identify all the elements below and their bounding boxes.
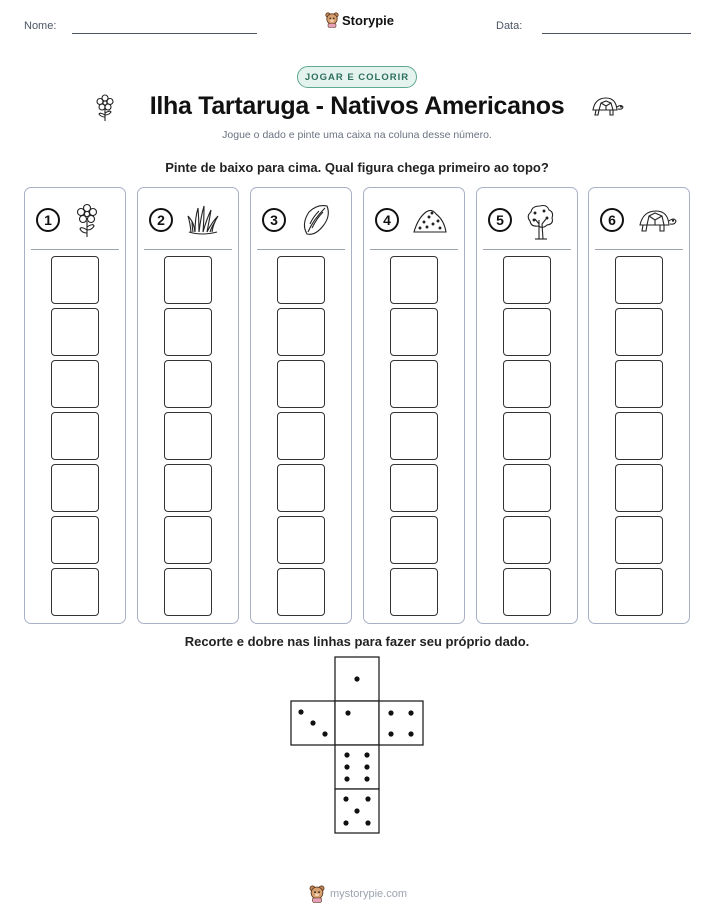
column-header [138, 202, 238, 238]
color-box[interactable] [503, 360, 551, 408]
column-6 [588, 187, 690, 624]
column-header [477, 202, 577, 238]
column-divider [370, 249, 458, 250]
column-2 [137, 187, 239, 624]
column-divider [31, 249, 119, 250]
color-box[interactable] [51, 516, 99, 564]
color-box[interactable] [277, 412, 325, 460]
die-pip [298, 709, 303, 714]
color-box[interactable] [277, 360, 325, 408]
die-pip [364, 776, 369, 781]
color-box[interactable] [164, 516, 212, 564]
column-number: 2 [149, 208, 173, 232]
turtle-icon [637, 206, 677, 236]
color-box[interactable] [615, 464, 663, 512]
die-net [290, 656, 426, 836]
seed-icon [299, 202, 333, 238]
color-box[interactable] [164, 464, 212, 512]
color-box[interactable] [390, 412, 438, 460]
die-pip [343, 820, 348, 825]
color-box[interactable] [390, 464, 438, 512]
column-number: 3 [262, 208, 286, 232]
color-box[interactable] [503, 516, 551, 564]
color-box[interactable] [164, 568, 212, 616]
name-label: Nome: [24, 20, 57, 32]
die-face-lower [335, 745, 379, 789]
color-box[interactable] [164, 308, 212, 356]
die-pip [310, 720, 315, 725]
die-pip [408, 731, 413, 736]
turtle-icon [590, 95, 624, 117]
color-box[interactable] [615, 568, 663, 616]
die-pip [388, 731, 393, 736]
color-box[interactable] [390, 360, 438, 408]
activity-tag: JOGAR E COLORIR [297, 66, 417, 88]
column-divider [483, 249, 571, 250]
die-face-right [379, 701, 423, 745]
color-box[interactable] [615, 412, 663, 460]
game-columns [24, 187, 690, 624]
color-box[interactable] [51, 256, 99, 304]
die-pip [344, 764, 349, 769]
die-pip [344, 752, 349, 757]
color-box[interactable] [615, 516, 663, 564]
column-number: 4 [375, 208, 399, 232]
color-box[interactable] [615, 360, 663, 408]
brand-logo [325, 12, 394, 28]
die-pip [343, 796, 348, 801]
date-line[interactable] [542, 33, 691, 34]
color-box[interactable] [51, 568, 99, 616]
color-box[interactable] [390, 516, 438, 564]
column-header [25, 202, 125, 238]
die-pip [322, 731, 327, 736]
column-number: 5 [488, 208, 512, 232]
column-4 [363, 187, 465, 624]
column-3 [250, 187, 352, 624]
color-box[interactable] [390, 256, 438, 304]
color-box[interactable] [503, 256, 551, 304]
color-box[interactable] [390, 308, 438, 356]
die-pip [365, 820, 370, 825]
color-box[interactable] [615, 256, 663, 304]
die-pip [364, 752, 369, 757]
die-pip [354, 808, 359, 813]
column-header [364, 202, 464, 238]
color-box[interactable] [51, 412, 99, 460]
die-pip [344, 776, 349, 781]
die-pip [408, 710, 413, 715]
page-subtitle: Jogue o dado e pinte uma caixa na coluna desse número. [222, 129, 492, 141]
color-box[interactable] [390, 568, 438, 616]
tree-icon [525, 202, 555, 240]
color-box[interactable] [503, 308, 551, 356]
die-face-center [335, 701, 379, 745]
page-title: Ilha Tartaruga - Nativos Americanos [149, 92, 565, 120]
column-divider [257, 249, 345, 250]
flower-icon [73, 202, 101, 238]
footer [309, 885, 407, 903]
column-5 [476, 187, 578, 624]
column-divider [144, 249, 232, 250]
date-label: Data: [496, 20, 523, 32]
color-box[interactable] [503, 412, 551, 460]
color-box[interactable] [277, 308, 325, 356]
color-box[interactable] [164, 360, 212, 408]
column-header [589, 202, 689, 238]
game-instruction: Pinte de baixo para cima. Qual figura chega primeiro ao topo? [165, 160, 549, 175]
rock-pile-icon [412, 202, 448, 238]
name-line[interactable] [72, 33, 257, 34]
bear-icon [325, 12, 339, 28]
color-box[interactable] [277, 256, 325, 304]
column-1 [24, 187, 126, 624]
color-box[interactable] [277, 516, 325, 564]
cut-instruction: Recorte e dobre nas linhas para fazer seu próprio dado. [184, 634, 530, 649]
brand-name: Storypie [342, 12, 395, 28]
column-number: 1 [36, 208, 60, 232]
color-box[interactable] [277, 568, 325, 616]
die-pip [388, 710, 393, 715]
color-box[interactable] [615, 308, 663, 356]
color-box[interactable] [503, 568, 551, 616]
color-box[interactable] [277, 464, 325, 512]
die-pip [345, 710, 350, 715]
bear-icon [309, 885, 325, 903]
column-divider [595, 249, 683, 250]
die-pip [364, 764, 369, 769]
die-pip [365, 796, 370, 801]
grass-icon [186, 202, 220, 238]
footer-url[interactable]: mystorypie.com [330, 888, 408, 900]
color-box[interactable] [164, 412, 212, 460]
column-header [251, 202, 351, 238]
die-pip [354, 676, 359, 681]
color-box[interactable] [51, 360, 99, 408]
color-box[interactable] [51, 308, 99, 356]
column-number: 6 [600, 208, 624, 232]
color-box[interactable] [164, 256, 212, 304]
color-box[interactable] [51, 464, 99, 512]
color-box[interactable] [503, 464, 551, 512]
